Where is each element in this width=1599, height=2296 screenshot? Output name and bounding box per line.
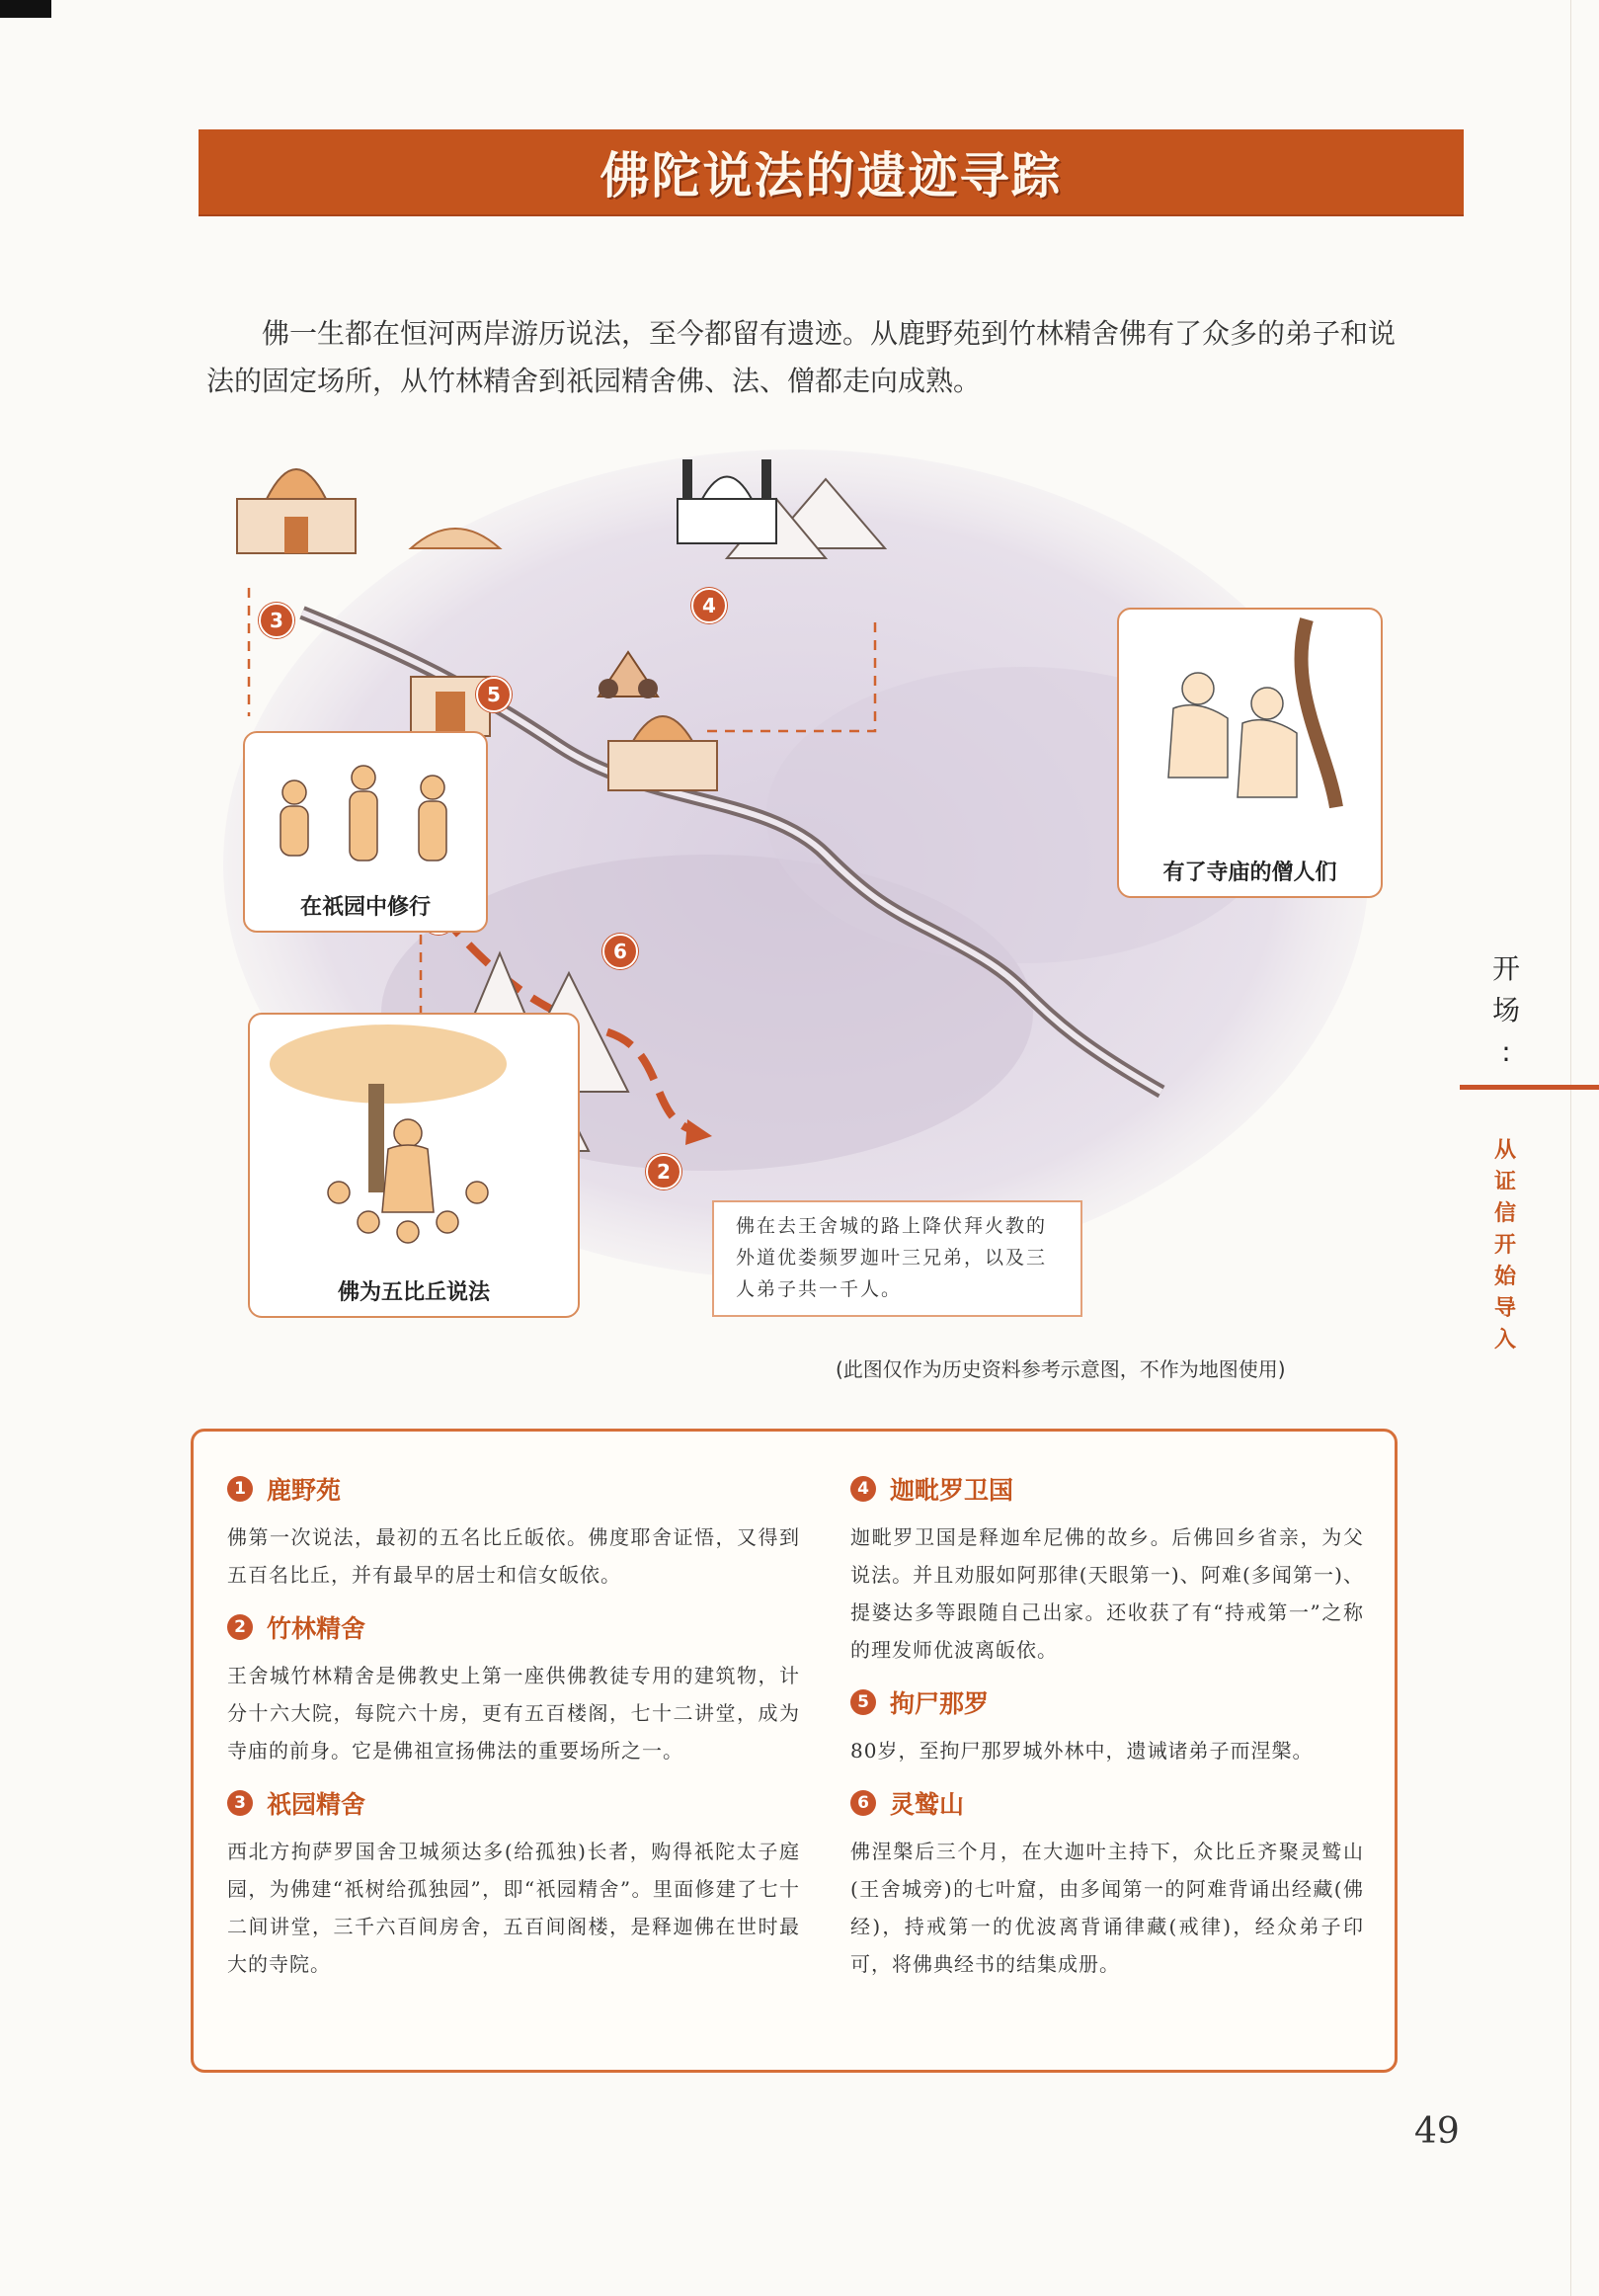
caption-preach-label: 佛为五比丘说法: [337, 1280, 490, 1305]
entry-body: 佛第一次说法，最初的五名比丘皈依。佛度耶舍证悟，又得到五百名比丘，并有最早的居士和信女皈依。: [227, 1525, 800, 1587]
side-tab-char: 信: [1493, 1200, 1516, 1226]
side-tab-subtitle: [1487, 1134, 1523, 1355]
monks-practicing-illustration: [245, 733, 486, 891]
entry-number: 1: [227, 1476, 253, 1502]
entry-jetavana: [227, 1785, 800, 1983]
marker-2: 2: [646, 1154, 681, 1189]
side-tab-char: :: [1501, 1035, 1511, 1068]
entry-body: 王舍城竹林精舍是佛教史上第一座供佛教徒专用的建筑物，计分十六大院，每院六十房，更有五百楼阁，七十二讲堂，成为寺庙的前身。它是佛祖宣扬佛法的重要场所之一。: [227, 1664, 800, 1763]
entry-title: 鹿野苑: [267, 1476, 342, 1505]
buddha-preaching-illustration: [250, 1015, 578, 1271]
page-number: 49: [1414, 2111, 1460, 2152]
temple-jetavana: [237, 469, 356, 553]
entry-title: 竹林精舍: [267, 1614, 366, 1643]
entry-kushinagar: [850, 1684, 1364, 1769]
side-tab-char: 从: [1493, 1137, 1516, 1163]
side-tab-char: 开: [1491, 952, 1520, 985]
map-illustration: [213, 440, 1379, 1329]
info-column-right: [850, 1471, 1364, 1999]
side-tab-char: 导: [1493, 1295, 1516, 1321]
entry-vulture-peak: [850, 1785, 1364, 1983]
entry-body: 80岁，至拘尸那罗城外林中，遗诫诸弟子而涅槃。: [850, 1739, 1314, 1763]
side-tab-char: 证: [1493, 1169, 1516, 1194]
info-panel: [191, 1429, 1398, 2073]
entry-number: 2: [227, 1614, 253, 1640]
side-tab-char: 入: [1493, 1327, 1516, 1353]
info-column-left: [227, 1471, 800, 1999]
side-tab-section: [1486, 948, 1526, 1073]
entry-number: 5: [850, 1689, 876, 1715]
entry-title: 祇园精舍: [267, 1790, 366, 1819]
marker-6: 6: [602, 934, 638, 969]
marker-4: 4: [691, 588, 727, 623]
marker-5: 5: [476, 677, 512, 712]
caption-monks: [1117, 608, 1383, 898]
marker-3: 3: [259, 603, 294, 638]
caption-preach: [248, 1013, 580, 1318]
entry-body: 佛涅槃后三个月，在大迦叶主持下，众比丘齐聚灵鹫山(王舍城旁)的七叶窟，由多闻第一的阿难背诵出经藏(佛经)，持戒第一的优波离背诵律藏(戒律)，经众弟子印可，将佛典经书的结集成册。: [850, 1840, 1364, 1976]
map-disclaimer: (此图仅作为历史资料参考示意图，不作为地图使用): [836, 1357, 1286, 1381]
entry-title: 迦毗罗卫国: [890, 1476, 1014, 1505]
entry-number: 6: [850, 1790, 876, 1816]
entry-number: 3: [227, 1790, 253, 1816]
caption-garden-label: 在祇园中修行: [299, 895, 431, 920]
side-tab-char: 场: [1491, 994, 1520, 1026]
entry-kapilavastu: [850, 1471, 1364, 1669]
entry-body: 西北方拘萨罗国舍卫城须达多(给孤独)长者，购得祇陀太子庭园，为佛建“祇树给孤独园”，即“祇园精舍”。里面修建了七十二间讲堂，三千六百间房舍，五百间阁楼，是释迦佛在世时最大的寺院。: [227, 1840, 800, 1976]
entry-bamboo-grove: [227, 1609, 800, 1769]
corner-mark: [0, 0, 51, 18]
intro-paragraph: 佛一生都在恒河两岸游历说法，至今都留有遗迹。从鹿野苑到竹林精舍佛有了众多的弟子和说法的固定场所，从竹林精舍到祇园精舍佛、法、僧都走向成熟。: [206, 317, 1397, 397]
side-tab-divider: [1460, 1085, 1599, 1090]
entry-number: 4: [850, 1476, 876, 1502]
side-tab-char: 始: [1493, 1264, 1516, 1289]
entry-body: 迦毗罗卫国是释迦牟尼佛的故乡。后佛回乡省亲，为父说法。并且劝服如阿那律(天眼第一)、阿难(多闻第一)、提婆达多等跟随自己出家。还收获了有“持戒第一”之称的理发师优波离皈依。: [850, 1525, 1364, 1662]
caption-monks-label: 有了寺庙的僧人们: [1162, 861, 1337, 885]
map-note: 佛在去王舍城的路上降伏拜火教的外道优娄频罗迦叶三兄弟，以及三人弟子共一千人。: [712, 1200, 1082, 1317]
temple-monks-illustration: [1119, 610, 1381, 847]
entry-title: 灵鹫山: [890, 1790, 965, 1819]
caption-garden: [243, 731, 488, 933]
side-tab-char: 开: [1493, 1232, 1516, 1258]
entry-deer-park: [227, 1471, 800, 1594]
page-title: 佛陀说法的遗迹寻踪: [600, 146, 1063, 205]
page-edge: [1570, 0, 1571, 2296]
entry-title: 拘尸那罗: [890, 1689, 990, 1718]
title-banner: [199, 129, 1464, 214]
